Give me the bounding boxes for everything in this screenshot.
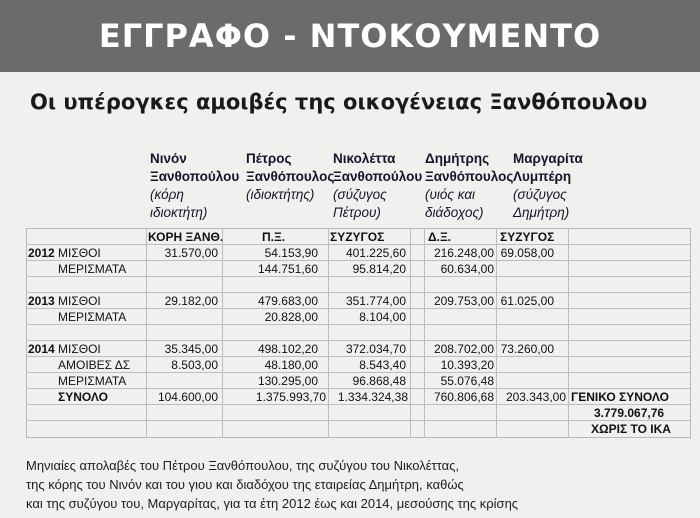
- caption-line: Μηνιαίες απολαβές του Πέτρου Ξανθόπουλου, της συζύγου του Νικολέττας,: [26, 458, 460, 473]
- table-cell: 29.182,00: [164, 294, 218, 308]
- person-surname: Ξανθοπούλου: [150, 169, 240, 184]
- table-rule: [26, 356, 691, 357]
- table-cell: 760.806,68: [433, 390, 494, 404]
- table-cell: 61.025,00: [500, 294, 554, 308]
- person-petros: [246, 150, 334, 204]
- header-banner: [0, 0, 700, 72]
- table-cell: 372.034,70: [345, 342, 406, 356]
- person-role: (υιός και: [425, 187, 476, 202]
- row-label: ΜΙΣΘΟΙ: [58, 342, 101, 356]
- table-cell: 20.828,00: [264, 310, 318, 324]
- table-cell: 60.634,00: [440, 262, 494, 276]
- table-cell: 479.683,00: [257, 294, 318, 308]
- table-cell: 216.248,00: [433, 246, 494, 260]
- person-surname: Ξανθόπουλος: [246, 169, 335, 184]
- table-rule: [26, 276, 691, 277]
- table-rule: [568, 228, 569, 438]
- table-rule: [26, 244, 691, 245]
- table-cell: 209.753,00: [433, 294, 494, 308]
- table-cell: 35.345,00: [164, 342, 218, 356]
- grand-total-value: 3.779.067,76: [594, 406, 665, 420]
- table-cell: 144.751,60: [257, 262, 318, 276]
- person-name: Μαργαρίτα: [513, 151, 583, 166]
- row-label: ΜΙΣΘΟΙ: [58, 246, 101, 260]
- table-cell: 96.868,48: [352, 374, 406, 388]
- table-cell: 498.102,20: [257, 342, 318, 356]
- person-role: Δημήτρη): [513, 205, 570, 220]
- column-header: ΚΟΡΗ ΞΑΝΘ.: [148, 230, 224, 244]
- table-cell: 8.104,00: [359, 310, 406, 324]
- person-dimitris: [425, 150, 513, 222]
- table-rule: [26, 372, 691, 373]
- person-role: (κόρη: [150, 187, 184, 202]
- caption: [26, 456, 686, 513]
- table-rule: [26, 388, 691, 389]
- person-name: Νινόν: [150, 151, 187, 166]
- table-rule: [26, 324, 691, 325]
- person-name: Δημήτρης: [425, 151, 490, 166]
- table-cell: 73.260,00: [500, 342, 554, 356]
- table-cell: 55.076,48: [440, 374, 494, 388]
- table-rule: [26, 404, 691, 405]
- row-label: ΜΕΡΙΣΜΑΤΑ: [58, 374, 127, 388]
- table-rule: [26, 420, 691, 421]
- table-cell: 54.153,90: [264, 246, 318, 260]
- table-cell: 8.503,00: [171, 358, 218, 372]
- table-cell: 104.600,00: [157, 390, 218, 404]
- person-role: Πέτρου): [333, 205, 381, 220]
- column-header: Δ.Ξ.: [428, 230, 452, 244]
- table-cell: 69.058,00: [500, 246, 554, 260]
- table-rule: [26, 308, 691, 309]
- year-label: 2012: [28, 246, 55, 260]
- row-label: ΜΕΡΙΣΜΑΤΑ: [58, 310, 127, 324]
- table-cell: 401.225,60: [345, 246, 406, 260]
- table-cell: 95.814,20: [352, 262, 406, 276]
- person-name: Πέτρος: [246, 151, 292, 166]
- table-rule: [26, 260, 691, 261]
- table-rule: [26, 340, 691, 341]
- table-rule: [410, 228, 411, 438]
- person-role: (ιδιοκτήτης): [246, 187, 315, 202]
- document-title: Οι υπέρογκες αμοιβές της οικογένειας Ξανθόπουλου: [30, 90, 648, 114]
- person-ninon: [150, 150, 239, 222]
- row-label: ΜΙΣΘΟΙ: [58, 294, 101, 308]
- person-role: διάδοχος): [425, 205, 484, 220]
- person-name: Νικολέττα: [333, 151, 396, 166]
- table-cell: 351.774,00: [345, 294, 406, 308]
- table-cell: 130.295,00: [257, 374, 318, 388]
- person-surname: Λυμπέρη: [513, 169, 572, 184]
- caption-line: και της συζύγου του, Μαργαρίτας, για τα έτη 2012 έως και 2014, μεσούσης της κρίσης: [26, 496, 519, 511]
- table-cell: 10.393,20: [440, 358, 494, 372]
- person-role: (σύζυγος: [513, 187, 567, 202]
- table-rule: [26, 292, 691, 293]
- table-cell: 203.343,00: [505, 390, 566, 404]
- table-cell: 8.543,40: [359, 358, 406, 372]
- table-cell: 48.180,00: [264, 358, 318, 372]
- table-cell: 31.570,00: [164, 246, 218, 260]
- banner-title: ΕΓΓΡΑΦΟ - ΝΤΟΚΟΥΜΕΝΤΟ: [98, 17, 602, 55]
- column-header: ΣΥΖΥΓΟΣ: [330, 230, 385, 244]
- row-label: ΣΥΝΟΛΟ: [58, 390, 108, 404]
- person-margarita: [513, 150, 583, 222]
- grand-total-label: ΓΕΝΙΚΟ ΣΥΝΟΛΟ: [571, 390, 669, 404]
- person-role: ιδιοκτήτη): [150, 205, 208, 220]
- table-cell: 1.334.324,38: [337, 390, 408, 404]
- column-header: ΣΥΖΥΓΟΣ: [500, 230, 555, 244]
- row-label: ΜΕΡΙΣΜΑΤΑ: [58, 262, 127, 276]
- table-cell: 1.375.993,70: [255, 390, 326, 404]
- year-label: 2013: [28, 294, 55, 308]
- column-header: Π.Ξ.: [262, 230, 286, 244]
- person-nikoletta: [333, 150, 422, 222]
- grand-total-note: ΧΩΡΙΣ ΤΟ ΙΚΑ: [591, 422, 671, 436]
- person-surname: Ξανθόπουλος: [425, 169, 514, 184]
- caption-line: της κόρης του Νινόν και του γιου και διαδόχου της εταιρείας Δημήτρη, καθώς: [26, 477, 464, 492]
- person-role: (σύζυγος: [333, 187, 387, 202]
- year-label: 2014: [28, 342, 55, 356]
- table-cell: 208.702,00: [433, 342, 494, 356]
- row-label: ΑΜΟΙΒΕΣ ΔΣ: [58, 358, 131, 372]
- person-surname: Ξανθοπούλου: [333, 169, 423, 184]
